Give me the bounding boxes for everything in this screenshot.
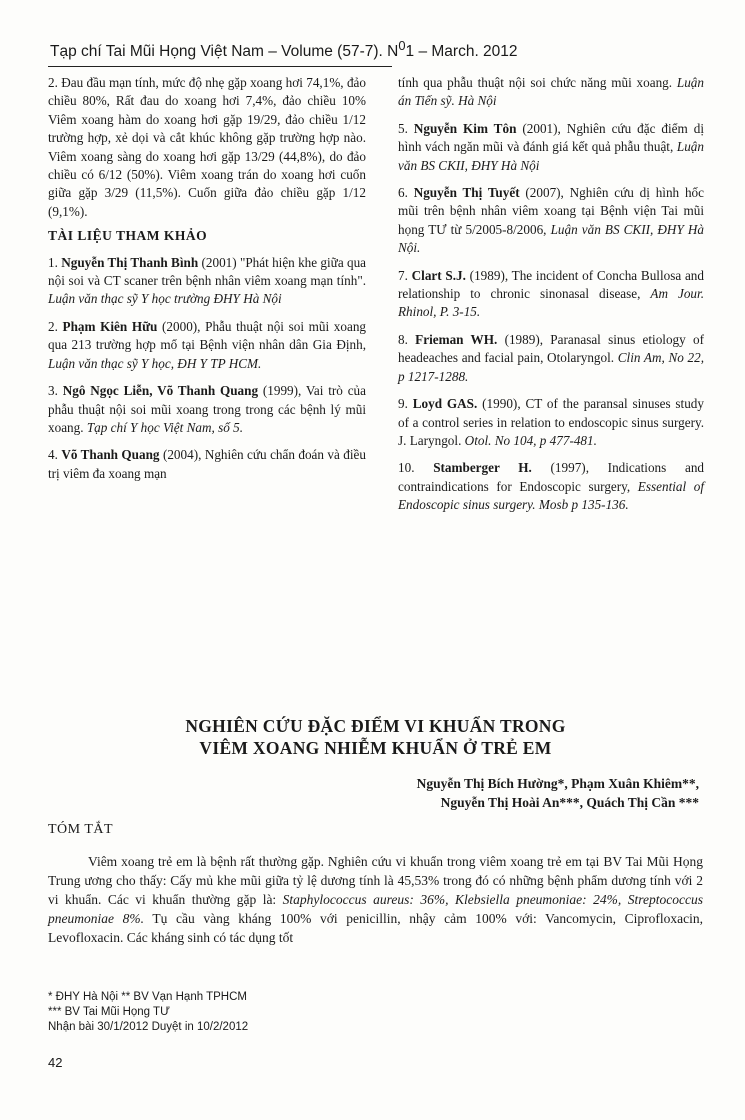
reference-2: 2. Phạm Kiên Hữu (2000), Phẫu thuật nội soi mũi xoang qua 213 trường hợp mổ tại Bệnh viện nhân dân Gia Định, Luận văn thạc sỹ Y học, ĐH Y TP HCM. (48, 318, 367, 371)
reference-4: 4. Võ Thanh Quang (2004), Nghiên cứu chẩn đoán và điều trị viêm đa xoang mạn (48, 447, 366, 481)
footnotes (48, 990, 448, 1035)
journal-header (50, 38, 690, 61)
page-number: 42 (48, 1055, 63, 1070)
reference-6: 6. Nguyễn Thị Tuyết (2007), Nghiên cứu dị hình hốc mũi trên bệnh nhân viêm xoang tại Bệnh viện Tai mũi họng TƯ từ 5/2005-8/2006, Luận văn BS CKII, ĐHY Hà Nội. (398, 185, 704, 256)
authors-line-1: Nguyễn Thị Bích Hường*, Phạm Xuân Khiêm**, (416, 776, 699, 791)
reference-7: 7. Clart S.J. (1989), The incident of Concha Bullosa and relationship to chronic sinonasal disease, Am Jour. Rhinol, P. 3-15. (398, 267, 704, 320)
reference-source: Clin Am, No 22, p 1217-1288. (398, 350, 704, 384)
footnote-affiliation-2: *** BV Tai Mũi Họng TƯ (48, 1006, 170, 1018)
reference-4-continuation: tính qua phẫu thuật nội soi chức năng mũi xoang. Luận án Tiến sỹ. Hà Nội (398, 75, 704, 109)
reference-source: Am Jour. Rhinol, P. 3-15. (398, 286, 704, 320)
right-column (398, 74, 704, 524)
reference-author: Loyd GAS. (412, 396, 478, 412)
summary-heading: TÓM TẮT (48, 822, 114, 837)
reference-8: 8. Frieman WH. (1989), Paranasal sinus etiology of headeaches and facial pain, Otolaryngol. Clin Am, No 22, p 1217-1288. (398, 331, 704, 384)
left-column (48, 74, 366, 492)
article-title-line-1: NGHIÊN CỨU ĐẶC ĐIỂM VI KHUẨN TRONG (185, 716, 566, 736)
reference-9: 9. Loyd GAS. (1990), CT of the paransal sinuses study of a control series in relation to endoscopic sinus surgery. J. Laryngol. Otol. No 104, p 477-481. (398, 396, 704, 448)
reference-source: Luận án Tiến sỹ. Hà Nội (398, 75, 704, 109)
footnote-affiliation-1: * ĐHY Hà Nội ** BV Vạn Hạnh TPHCM (48, 991, 247, 1003)
reference-author: Stamberger H. (433, 460, 532, 476)
reference-author: Nguyễn Kim Tôn (413, 120, 517, 136)
reference-source: Otol. No 104, p 477-481. (464, 432, 597, 448)
reference-author: Võ Thanh Quang (61, 447, 160, 463)
article-authors (199, 774, 699, 812)
reference-author: Clart S.J. (411, 267, 466, 283)
issue-info: 1 – March. 2012 (405, 43, 518, 61)
article-title-line-2: VIÊM XOANG NHIỄM KHUẨN Ở TRẺ EM (199, 738, 552, 758)
header-rule (48, 66, 392, 67)
reference-source: Luận văn thạc sỹ Y học trường ĐHY Hà Nội (48, 291, 282, 307)
reference-source: Tạp chí Y học Việt Nam, số 5. (86, 419, 243, 435)
reference-source: Luận văn BS CKII, ĐHY Hà Nội. (398, 221, 704, 256)
journal-name: Tạp chí Tai Mũi Họng Việt Nam – Volume (57-7). N (50, 43, 399, 61)
abstract-text: Viêm xoang trẻ em là bệnh rất thường gặp. Nghiên cứu vi khuẩn trong viêm xoang trẻ em tại BV Tai Mũi Họng Trung ương cho thấy: Cấy mủ khe mũi giữa tỷ lệ dương tính là 45,53% trong đó có những bệnh phẩm dương tính với 2 vi khuẩn. Các vi khuẩn thường gặp là: Staphylococcus aureus: 36%, Klebsiella pneumoniae: 24%, Streptococcus pneumoniae 8%. Tụ cầu vàng kháng 100% với penicillin, nhậy cảm 100% với: Vancomycin, Ciprofloxacin, Levofloxacin. Các kháng sinh có tác dụng tốt (48, 854, 703, 945)
reference-author: Phạm Kiên Hữu (62, 318, 158, 334)
reference-10: 10. Stamberger H. (1997), Indications and contraindications for Endoscopic surgery, Essential of Endoscopic sinus surgery. Mosb p 135-136. (398, 460, 705, 513)
reference-author: Nguyễn Thị Thanh Bình (61, 254, 199, 270)
reference-5: 5. Nguyễn Kim Tôn (2001), Nghiên cứu đặc điểm dị hình vách ngăn mũi và đánh giá kết quả phẫu thuật, Luận văn BS CKII, ĐHY Hà Nội (398, 120, 704, 173)
reference-author: Nguyễn Thị Tuyết (413, 185, 520, 201)
authors-line-2: Nguyễn Thị Hoài An***, Quách Thị Cần *** (440, 795, 699, 810)
conclusion-continuation: 2. Đau đầu mạn tính, mức độ nhẹ gặp xoang hơi 74,1%, đảo chiều 80%, Rất đau do xoang hơi 7,4%, đảo chiều 10% Viêm xoang hàm do xoang hơi gặp 19/29, đảo chiều 1/12 trường hợp, xẻ dọi và cắt khúc không gặp trường hợp nào. Viêm xoang sàng do xoang hơi gặp 13/29 (44,8%), do đảo chiều có 6/12 (50%). Viêm xoang trán do xoang hơi cuốn giữa gặp 3/29 (11,5%). Cuốn giữa đảo chiều gặp 1/12 (9,1%). (48, 75, 366, 219)
article-title (48, 715, 703, 759)
footnote-dates: Nhận bài 30/1/2012 Duyệt in 10/2/2012 (48, 1021, 249, 1033)
reference-source: Essential of Endoscopic sinus surgery. Mosb p 135-136. (398, 478, 704, 513)
reference-source: Luận văn thạc sỹ Y học, ĐH Y TP HCM. (48, 355, 262, 371)
bacteria-list: Staphylococcus aureus: 36%, Klebsiella pneumoniae: 24%, Streptococcus pneumoniae 8%. (48, 892, 703, 926)
reference-author: Frieman WH. (415, 331, 498, 347)
reference-author: Ngô Ngọc Liễn, Võ Thanh Quang (62, 383, 259, 399)
reference-source: Luận văn BS CKII, ĐHY Hà Nội (398, 139, 704, 173)
issue-superscript: 0 (398, 38, 406, 53)
reference-3: 3. Ngô Ngọc Liễn, Võ Thanh Quang (1999), Vai trò của phẫu thuật nội soi mũi xoang trong trong các bệnh lý mũi xoang. Tạp chí Y học Việt Nam, số 5. (48, 383, 366, 435)
references-heading: TÀI LIỆU THAM KHẢO (48, 228, 208, 244)
reference-1: 1. Nguyễn Thị Thanh Bình (2001) "Phát hiện khe giữa qua nội soi và CT scaner trên bệnh nhân viêm xoang mạn tính". Luận văn thạc sỹ Y học trường ĐHY Hà Nội (48, 254, 367, 307)
